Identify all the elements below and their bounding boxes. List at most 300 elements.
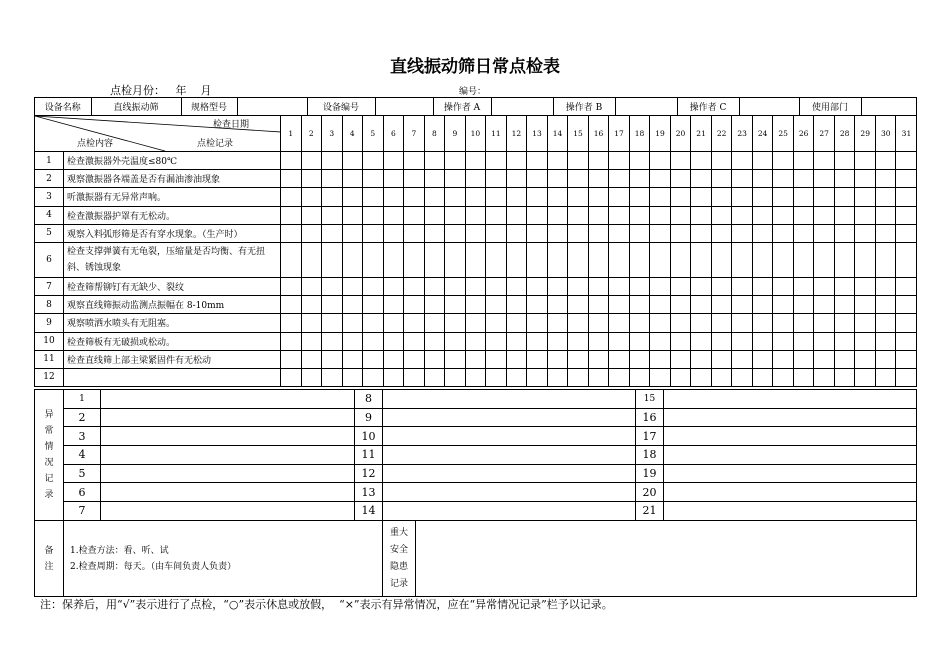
check-cell[interactable] [445, 350, 466, 368]
check-cell[interactable] [773, 224, 794, 242]
check-cell[interactable] [506, 332, 527, 350]
check-cell[interactable] [486, 277, 507, 295]
model-value[interactable] [237, 98, 307, 115]
operator-a-value[interactable] [491, 98, 553, 115]
check-cell[interactable] [281, 332, 302, 350]
check-cell[interactable] [301, 314, 322, 332]
check-cell[interactable] [834, 206, 855, 224]
check-cell[interactable] [445, 170, 466, 188]
check-cell[interactable] [445, 277, 466, 295]
check-cell[interactable] [732, 314, 753, 332]
check-cell[interactable] [773, 152, 794, 170]
check-cell[interactable] [793, 332, 814, 350]
check-cell[interactable] [609, 368, 630, 386]
check-cell[interactable] [383, 206, 404, 224]
check-cell[interactable] [404, 350, 425, 368]
check-cell[interactable] [568, 206, 589, 224]
check-cell[interactable] [793, 277, 814, 295]
check-cell[interactable] [322, 242, 343, 277]
check-cell[interactable] [691, 152, 712, 170]
check-cell[interactable] [342, 170, 363, 188]
check-cell[interactable] [383, 368, 404, 386]
check-cell[interactable] [670, 350, 691, 368]
check-cell[interactable] [465, 368, 486, 386]
check-cell[interactable] [568, 188, 589, 206]
check-cell[interactable] [752, 206, 773, 224]
check-cell[interactable] [629, 350, 650, 368]
check-cell[interactable] [609, 332, 630, 350]
abnormal-entry[interactable] [101, 464, 355, 483]
check-cell[interactable] [547, 170, 568, 188]
check-cell[interactable] [855, 206, 876, 224]
check-cell[interactable] [363, 296, 384, 314]
check-cell[interactable] [404, 242, 425, 277]
check-cell[interactable] [301, 224, 322, 242]
check-cell[interactable] [691, 368, 712, 386]
check-cell[interactable] [547, 242, 568, 277]
abnormal-entry[interactable] [383, 483, 636, 502]
check-cell[interactable] [506, 152, 527, 170]
check-cell[interactable] [670, 170, 691, 188]
abnormal-entry[interactable] [101, 390, 355, 409]
check-cell[interactable] [773, 332, 794, 350]
check-cell[interactable] [506, 224, 527, 242]
check-cell[interactable] [383, 188, 404, 206]
check-cell[interactable] [383, 314, 404, 332]
check-cell[interactable] [588, 332, 609, 350]
check-cell[interactable] [609, 152, 630, 170]
check-cell[interactable] [363, 277, 384, 295]
check-cell[interactable] [588, 350, 609, 368]
check-cell[interactable] [732, 224, 753, 242]
check-cell[interactable] [363, 314, 384, 332]
check-cell[interactable] [609, 170, 630, 188]
check-cell[interactable] [793, 206, 814, 224]
check-cell[interactable] [752, 224, 773, 242]
check-cell[interactable] [773, 368, 794, 386]
check-cell[interactable] [834, 170, 855, 188]
check-cell[interactable] [322, 332, 343, 350]
check-cell[interactable] [752, 152, 773, 170]
equipment-code-value[interactable] [375, 98, 433, 115]
check-cell[interactable] [875, 368, 896, 386]
check-cell[interactable] [691, 296, 712, 314]
check-cell[interactable] [609, 296, 630, 314]
check-cell[interactable] [527, 206, 548, 224]
check-cell[interactable] [691, 224, 712, 242]
major-hazard-record[interactable] [416, 521, 917, 597]
check-cell[interactable] [363, 332, 384, 350]
check-cell[interactable] [855, 277, 876, 295]
check-cell[interactable] [547, 332, 568, 350]
check-cell[interactable] [752, 332, 773, 350]
check-cell[interactable] [711, 350, 732, 368]
check-cell[interactable] [691, 206, 712, 224]
check-cell[interactable] [896, 368, 917, 386]
operator-b-value[interactable] [615, 98, 677, 115]
check-cell[interactable] [322, 368, 343, 386]
check-cell[interactable] [588, 314, 609, 332]
check-cell[interactable] [711, 206, 732, 224]
check-cell[interactable] [711, 332, 732, 350]
check-cell[interactable] [834, 242, 855, 277]
check-cell[interactable] [793, 350, 814, 368]
check-cell[interactable] [281, 206, 302, 224]
check-cell[interactable] [465, 332, 486, 350]
abnormal-entry[interactable] [664, 390, 917, 409]
check-cell[interactable] [445, 332, 466, 350]
check-cell[interactable] [301, 332, 322, 350]
check-cell[interactable] [650, 242, 671, 277]
check-cell[interactable] [363, 170, 384, 188]
check-cell[interactable] [322, 206, 343, 224]
check-cell[interactable] [404, 224, 425, 242]
check-cell[interactable] [732, 296, 753, 314]
check-cell[interactable] [445, 296, 466, 314]
abnormal-entry[interactable] [383, 446, 636, 465]
check-cell[interactable] [486, 314, 507, 332]
check-cell[interactable] [486, 170, 507, 188]
check-cell[interactable] [814, 152, 835, 170]
check-cell[interactable] [793, 224, 814, 242]
check-cell[interactable] [301, 368, 322, 386]
abnormal-entry[interactable] [664, 446, 917, 465]
operator-c-value[interactable] [739, 98, 799, 115]
check-cell[interactable] [486, 242, 507, 277]
check-cell[interactable] [670, 368, 691, 386]
check-cell[interactable] [568, 314, 589, 332]
check-cell[interactable] [301, 152, 322, 170]
check-cell[interactable] [609, 350, 630, 368]
check-cell[interactable] [547, 314, 568, 332]
check-cell[interactable] [711, 170, 732, 188]
check-cell[interactable] [691, 350, 712, 368]
check-cell[interactable] [445, 224, 466, 242]
check-cell[interactable] [650, 224, 671, 242]
check-cell[interactable] [670, 314, 691, 332]
check-cell[interactable] [629, 170, 650, 188]
check-cell[interactable] [342, 296, 363, 314]
check-cell[interactable] [527, 188, 548, 206]
check-cell[interactable] [547, 296, 568, 314]
check-cell[interactable] [609, 242, 630, 277]
check-cell[interactable] [711, 277, 732, 295]
check-cell[interactable] [404, 152, 425, 170]
check-cell[interactable] [711, 152, 732, 170]
check-cell[interactable] [281, 350, 302, 368]
check-cell[interactable] [281, 277, 302, 295]
check-cell[interactable] [424, 296, 445, 314]
check-cell[interactable] [404, 314, 425, 332]
check-cell[interactable] [691, 242, 712, 277]
check-cell[interactable] [875, 242, 896, 277]
check-cell[interactable] [301, 350, 322, 368]
check-cell[interactable] [281, 242, 302, 277]
check-cell[interactable] [342, 332, 363, 350]
check-cell[interactable] [424, 314, 445, 332]
check-cell[interactable] [404, 188, 425, 206]
abnormal-entry[interactable] [101, 483, 355, 502]
check-cell[interactable] [814, 332, 835, 350]
check-cell[interactable] [670, 224, 691, 242]
check-cell[interactable] [896, 170, 917, 188]
abnormal-entry[interactable] [664, 464, 917, 483]
check-cell[interactable] [773, 350, 794, 368]
check-cell[interactable] [670, 277, 691, 295]
abnormal-entry[interactable] [664, 427, 917, 446]
check-cell[interactable] [629, 314, 650, 332]
check-cell[interactable] [875, 224, 896, 242]
check-cell[interactable] [650, 277, 671, 295]
check-cell[interactable] [691, 277, 712, 295]
check-cell[interactable] [568, 277, 589, 295]
check-cell[interactable] [793, 170, 814, 188]
check-cell[interactable] [568, 170, 589, 188]
check-cell[interactable] [793, 152, 814, 170]
check-cell[interactable] [855, 314, 876, 332]
check-cell[interactable] [445, 314, 466, 332]
check-cell[interactable] [383, 332, 404, 350]
check-cell[interactable] [588, 242, 609, 277]
check-cell[interactable] [609, 206, 630, 224]
check-cell[interactable] [301, 277, 322, 295]
check-cell[interactable] [875, 314, 896, 332]
check-cell[interactable] [322, 152, 343, 170]
check-cell[interactable] [301, 188, 322, 206]
check-cell[interactable] [342, 188, 363, 206]
check-cell[interactable] [834, 332, 855, 350]
check-cell[interactable] [834, 296, 855, 314]
check-cell[interactable] [773, 314, 794, 332]
check-cell[interactable] [650, 170, 671, 188]
abnormal-entry[interactable] [101, 446, 355, 465]
check-cell[interactable] [342, 242, 363, 277]
check-cell[interactable] [506, 314, 527, 332]
check-cell[interactable] [547, 206, 568, 224]
check-cell[interactable] [732, 152, 753, 170]
check-cell[interactable] [752, 242, 773, 277]
check-cell[interactable] [404, 332, 425, 350]
check-cell[interactable] [670, 296, 691, 314]
check-cell[interactable] [814, 277, 835, 295]
check-cell[interactable] [896, 152, 917, 170]
check-cell[interactable] [609, 224, 630, 242]
check-cell[interactable] [588, 188, 609, 206]
check-cell[interactable] [342, 152, 363, 170]
check-cell[interactable] [875, 188, 896, 206]
check-cell[interactable] [629, 277, 650, 295]
check-cell[interactable] [465, 277, 486, 295]
check-cell[interactable] [650, 188, 671, 206]
check-cell[interactable] [547, 188, 568, 206]
check-cell[interactable] [342, 314, 363, 332]
check-cell[interactable] [691, 314, 712, 332]
check-cell[interactable] [752, 314, 773, 332]
check-cell[interactable] [629, 296, 650, 314]
check-cell[interactable] [732, 188, 753, 206]
check-cell[interactable] [568, 350, 589, 368]
check-cell[interactable] [527, 277, 548, 295]
check-cell[interactable] [568, 224, 589, 242]
check-cell[interactable] [486, 206, 507, 224]
abnormal-entry[interactable] [383, 464, 636, 483]
check-cell[interactable] [424, 277, 445, 295]
check-cell[interactable] [465, 206, 486, 224]
check-cell[interactable] [465, 152, 486, 170]
check-cell[interactable] [465, 224, 486, 242]
check-cell[interactable] [773, 188, 794, 206]
check-cell[interactable] [506, 242, 527, 277]
check-cell[interactable] [629, 206, 650, 224]
check-cell[interactable] [896, 296, 917, 314]
check-cell[interactable] [834, 277, 855, 295]
check-cell[interactable] [506, 368, 527, 386]
check-cell[interactable] [404, 368, 425, 386]
check-cell[interactable] [855, 242, 876, 277]
check-cell[interactable] [814, 314, 835, 332]
check-cell[interactable] [383, 277, 404, 295]
check-cell[interactable] [711, 188, 732, 206]
abnormal-entry[interactable] [383, 408, 636, 427]
check-cell[interactable] [465, 188, 486, 206]
check-cell[interactable] [732, 368, 753, 386]
check-cell[interactable] [404, 170, 425, 188]
check-cell[interactable] [486, 224, 507, 242]
check-cell[interactable] [711, 296, 732, 314]
check-cell[interactable] [588, 368, 609, 386]
check-cell[interactable] [547, 277, 568, 295]
check-cell[interactable] [773, 206, 794, 224]
check-cell[interactable] [527, 152, 548, 170]
check-cell[interactable] [855, 368, 876, 386]
check-cell[interactable] [486, 152, 507, 170]
check-cell[interactable] [875, 206, 896, 224]
check-cell[interactable] [424, 152, 445, 170]
check-cell[interactable] [322, 314, 343, 332]
check-cell[interactable] [711, 224, 732, 242]
check-cell[interactable] [383, 242, 404, 277]
check-cell[interactable] [896, 277, 917, 295]
check-cell[interactable] [506, 296, 527, 314]
check-cell[interactable] [814, 296, 835, 314]
check-cell[interactable] [281, 188, 302, 206]
check-cell[interactable] [363, 206, 384, 224]
check-cell[interactable] [691, 188, 712, 206]
department-value[interactable] [861, 98, 917, 115]
check-cell[interactable] [486, 332, 507, 350]
check-cell[interactable] [855, 188, 876, 206]
check-cell[interactable] [527, 314, 548, 332]
check-cell[interactable] [834, 224, 855, 242]
check-cell[interactable] [793, 368, 814, 386]
check-cell[interactable] [732, 350, 753, 368]
check-cell[interactable] [773, 277, 794, 295]
check-cell[interactable] [424, 350, 445, 368]
check-cell[interactable] [711, 242, 732, 277]
check-cell[interactable] [670, 188, 691, 206]
check-cell[interactable] [752, 188, 773, 206]
check-cell[interactable] [896, 242, 917, 277]
check-cell[interactable] [322, 350, 343, 368]
check-cell[interactable] [301, 242, 322, 277]
check-cell[interactable] [465, 170, 486, 188]
check-cell[interactable] [547, 350, 568, 368]
check-cell[interactable] [383, 350, 404, 368]
check-cell[interactable] [773, 296, 794, 314]
check-cell[interactable] [465, 350, 486, 368]
check-cell[interactable] [793, 314, 814, 332]
check-cell[interactable] [445, 242, 466, 277]
check-cell[interactable] [711, 314, 732, 332]
check-cell[interactable] [814, 368, 835, 386]
check-cell[interactable] [465, 296, 486, 314]
check-cell[interactable] [506, 188, 527, 206]
check-cell[interactable] [383, 296, 404, 314]
check-cell[interactable] [363, 188, 384, 206]
check-cell[interactable] [896, 314, 917, 332]
check-cell[interactable] [281, 152, 302, 170]
check-cell[interactable] [629, 224, 650, 242]
check-cell[interactable] [834, 314, 855, 332]
check-cell[interactable] [465, 242, 486, 277]
check-cell[interactable] [732, 277, 753, 295]
check-cell[interactable] [629, 242, 650, 277]
check-cell[interactable] [752, 277, 773, 295]
check-cell[interactable] [875, 152, 896, 170]
check-cell[interactable] [445, 368, 466, 386]
check-cell[interactable] [527, 368, 548, 386]
check-cell[interactable] [424, 170, 445, 188]
check-cell[interactable] [588, 152, 609, 170]
check-cell[interactable] [568, 368, 589, 386]
check-cell[interactable] [322, 188, 343, 206]
check-cell[interactable] [342, 350, 363, 368]
check-cell[interactable] [506, 350, 527, 368]
check-cell[interactable] [342, 368, 363, 386]
check-cell[interactable] [547, 152, 568, 170]
check-cell[interactable] [650, 314, 671, 332]
check-cell[interactable] [711, 368, 732, 386]
check-cell[interactable] [814, 224, 835, 242]
check-cell[interactable] [445, 188, 466, 206]
check-cell[interactable] [793, 296, 814, 314]
check-cell[interactable] [834, 350, 855, 368]
check-cell[interactable] [363, 350, 384, 368]
check-cell[interactable] [752, 296, 773, 314]
check-cell[interactable] [342, 277, 363, 295]
check-cell[interactable] [445, 152, 466, 170]
check-cell[interactable] [424, 242, 445, 277]
check-cell[interactable] [445, 206, 466, 224]
check-cell[interactable] [486, 188, 507, 206]
check-cell[interactable] [834, 188, 855, 206]
check-cell[interactable] [629, 368, 650, 386]
check-cell[interactable] [383, 224, 404, 242]
check-cell[interactable] [650, 152, 671, 170]
check-cell[interactable] [486, 296, 507, 314]
check-cell[interactable] [650, 368, 671, 386]
check-cell[interactable] [732, 206, 753, 224]
check-cell[interactable] [752, 368, 773, 386]
check-cell[interactable] [322, 277, 343, 295]
check-cell[interactable] [855, 350, 876, 368]
check-cell[interactable] [629, 152, 650, 170]
check-cell[interactable] [506, 206, 527, 224]
check-cell[interactable] [588, 224, 609, 242]
check-cell[interactable] [527, 242, 548, 277]
check-cell[interactable] [834, 368, 855, 386]
check-cell[interactable] [363, 224, 384, 242]
